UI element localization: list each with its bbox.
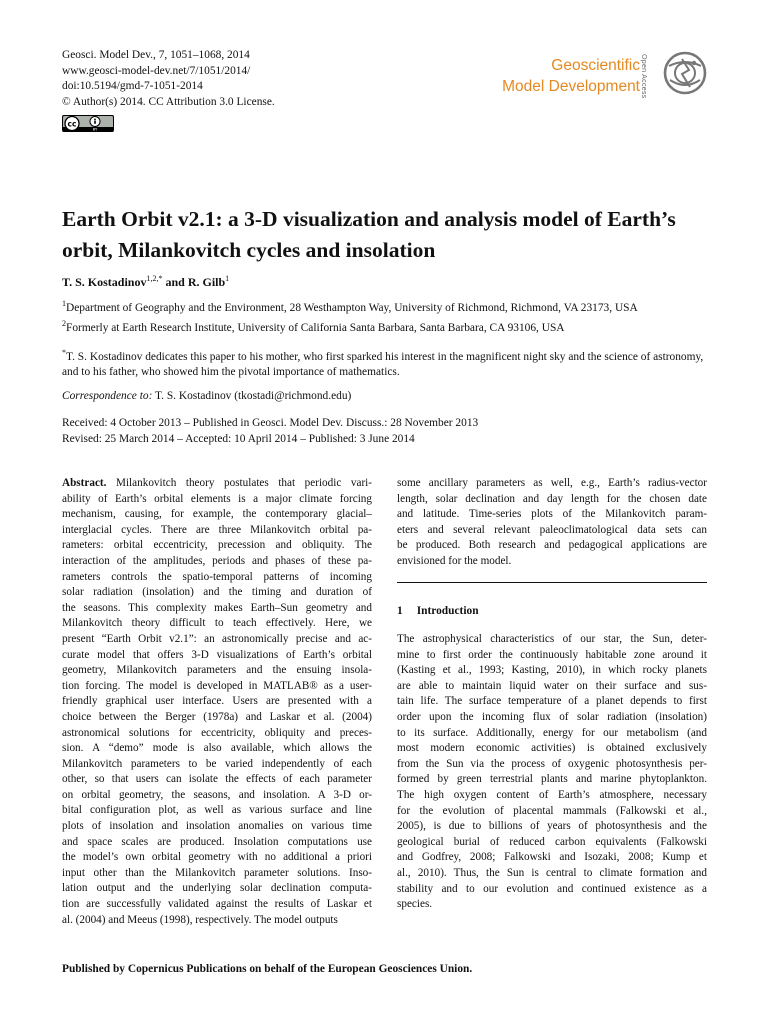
text-line: geological burial of reduced carbon equivalents (Falkowski: [397, 835, 707, 848]
text-line: lation output and the underlying solar declination computa-: [62, 882, 372, 895]
text-line: Milankovitch theory difficult to teach effectively. Here, we: [62, 617, 372, 630]
text-line: The astrophysical characteristics of our star, the Sun, deter-: [397, 633, 707, 645]
text-line: tion are successfully validated against the results of Laskar et: [62, 898, 372, 911]
text-line: the model’s own orbital geometry with no additional a priori: [62, 851, 372, 864]
text-line: 2005), is due to billions of years of photosynthesis and the: [397, 820, 707, 833]
correspondence-label: Correspondence to:: [62, 390, 153, 402]
abstract-first-line: Milankovitch theory postulates that periodic vari-: [106, 477, 372, 489]
license: © Author(s) 2014. CC Attribution 3.0 License.: [62, 95, 275, 108]
section-divider: [397, 582, 707, 583]
text-line: Milankovitch parameters to be varied independently of each: [62, 757, 372, 770]
affiliation-1-text: Department of Geography and the Environment, 28 Westhampton Way, University of Richmond, Richmond, VA 23173, USA: [66, 301, 638, 314]
text-line: geometry, Milankovitch parameters and the ensuing insola-: [62, 664, 372, 677]
text-line: formed by green terrestrial plants and marine phytoplankton.: [397, 773, 707, 786]
text-line: the seasons. This complexity makes Earth–Sun geometry and: [62, 601, 372, 614]
open-access-label: Open Access: [640, 54, 647, 99]
text-line: input other than the Milankovitch parameter solutions. Inso-: [62, 866, 372, 879]
text-line: on orbital geometry, the seasons, and insolation. A 3-D or-: [62, 788, 372, 801]
text-line: to its surface. Additionally, energy for our metabolism (and: [397, 726, 707, 739]
text-line: tain life. The surface temperature of a planet depends to first: [397, 695, 707, 708]
text-line: mechanism, causing, for example, the contemporary glacial–: [62, 508, 372, 521]
affiliation-2-text: Formerly at Earth Research Institute, University of California Santa Barbara, Santa Barbara, CA 93106, USA: [66, 322, 565, 335]
dates-line-2: Revised: 25 March 2014 – Accepted: 10 April 2014 – Published: 3 June 2014: [62, 432, 415, 445]
text-line: interglacial cycles. There are three Milankovitch orbital pa-: [62, 523, 372, 536]
text-line: tion forcing. The model is developed in MATLAB® as a user-: [62, 679, 372, 692]
text-line: choice between the Berger (1978a) and Laskar et al. (2004): [62, 710, 372, 723]
text-line: [62, 476, 372, 492]
text-line: present “Earth Orbit v2.1”: an astronomically precise and ac-: [62, 632, 372, 645]
text-line: rameters: orbital eccentricity, precession and obliquity. The: [62, 539, 372, 552]
text-line: (Kasting et al., 1993; Kasting, 2010), in which rocky planets: [397, 664, 707, 677]
text-line: order upon the incoming flux of solar radiation (insolation): [397, 710, 707, 723]
affiliation-1-mark: 1: [62, 299, 66, 308]
dates-line-1: Received: 4 October 2013 – Published in Geosci. Model Dev. Discuss.: 28 November 2013: [62, 417, 479, 429]
paper-title: [62, 204, 722, 266]
author-2: and R. Gilb: [162, 275, 226, 289]
text-line: are able to maintain liquid water on their surface and sus-: [397, 679, 707, 692]
text-line: envisioned for the model.: [397, 554, 512, 567]
doi[interactable]: doi:10.5194/gmd-7-1051-2014: [62, 80, 203, 93]
text-line: al. (2004) and Meeus (1998), respectively. The model outputs: [62, 913, 338, 926]
text-line: astronomical solutions for eccentricity, obliquity and preces-: [62, 726, 372, 739]
abstract-label: Abstract.: [62, 477, 107, 489]
text-line: eters and several relevant paleoclimatological data sets can: [397, 523, 707, 536]
text-line: ability of Earth’s orbital elements is a major climate forcing: [62, 492, 372, 505]
text-line: from the Sun via the process of oxygenic photosynthesis per-: [397, 757, 707, 770]
text-line: for the evolution of placental mammals (Falkowski et al.,: [397, 804, 707, 817]
text-line: be produced. Both research and pedagogical applications are: [397, 539, 707, 552]
correspondence-contact[interactable]: T. S. Kostadinov (tkostadi@richmond.edu): [152, 390, 352, 402]
dedication-note: [62, 345, 712, 381]
journal-name-line1: Geoscientific: [551, 57, 640, 74]
title-line2: orbit, Milankovitch cycles and insolation: [62, 238, 436, 262]
affiliation-2-mark: 2: [62, 319, 66, 329]
title-line1: Earth Orbit v2.1: a 3-D visualization and analysis model of Earth’s: [62, 207, 676, 231]
cc-badge-right: BY: [92, 126, 98, 132]
text-line: other, so that users can isolate the effects of each parameter: [62, 773, 372, 786]
text-line: plots of insolation and insolation anomalies on various time: [62, 820, 372, 833]
cc-by-license-icon[interactable]: [62, 115, 114, 132]
text-line: interaction of the amplitudes, periods and phases of these pa-: [62, 554, 372, 567]
cc-badge-left: cc: [67, 119, 77, 129]
section-number: 1: [397, 605, 403, 617]
text-line: some ancillary parameters as well, e.g., Earth’s radius-vector: [397, 477, 707, 489]
text-line: mine to first order the continuously habitable zone around it: [397, 648, 707, 661]
abstract-continued: [397, 476, 707, 570]
text-line: al., 2010). Thus, the Sun is central to climate formation and: [397, 866, 707, 879]
author-1-affiliation-marks: 1,2,*: [146, 274, 163, 283]
journal-name-line2: Model Development: [502, 78, 640, 95]
text-line: rameters controls the spatio-temporal patterns of incoming: [62, 570, 372, 583]
section-heading-introduction: [397, 605, 479, 617]
text-line: and Godfrey, 2008; Falkowski and Isozaki, 2008; Kump et: [397, 851, 707, 864]
affiliation-1: [62, 296, 722, 316]
dedication-text: T. S. Kostadinov dedicates this paper to his mother, who first sparked his interest in the magnificent night sky and the science of astronomy, and to his father, who showed him the pivotal importance of mathematics.: [62, 350, 704, 379]
authors: [62, 274, 229, 290]
text-line: most modern economic activities) is obtained exclusively: [397, 742, 707, 755]
text-line: and space scales are produced. Insolation computations use: [62, 835, 372, 848]
text-line: solar radiation (insolation) and the timing and duration of: [62, 586, 372, 599]
dedication-mark: *: [62, 348, 66, 357]
text-line: sion. A “demo” mode is also available, which allows the: [62, 742, 372, 755]
abstract: [62, 476, 372, 928]
citation: Geosci. Model Dev., 7, 1051–1068, 2014: [62, 49, 250, 61]
journal-name[interactable]: [468, 55, 640, 97]
journal-url[interactable]: www.geosci-model-dev.net/7/1051/2014/: [62, 64, 251, 77]
affiliation-2: [62, 316, 722, 336]
text-line: friendly graphical user interface. Users are presented with a: [62, 695, 372, 708]
text-line: and latitude. Time-series plots of the Milankovitch param-: [397, 508, 707, 521]
publisher-footer: Published by Copernicus Publications on behalf of the European Geosciences Union.: [62, 963, 473, 975]
text-line: species.: [397, 898, 433, 911]
author-1: T. S. Kostadinov: [62, 275, 147, 289]
text-line: The high oxygen content of Earth’s atmosphere, necessary: [397, 788, 707, 801]
publication-dates: [62, 416, 478, 447]
citation-block: [62, 48, 275, 110]
open-access-globe-icon: [662, 50, 708, 96]
correspondence: [62, 390, 351, 402]
text-line: length, solar declination and day length for the chosen date: [397, 492, 707, 505]
text-line: curate model that offers 3-D visualizations of Earth’s orbital: [62, 648, 372, 661]
author-2-affiliation-mark: 1: [225, 274, 230, 283]
section-title: Introduction: [416, 605, 479, 617]
text-line: stability and to our evolution and continued existence as a: [397, 882, 707, 895]
introduction-body: [397, 632, 707, 913]
text-line: bital configuration plot, as well as various surface and line: [62, 804, 372, 817]
affiliations: [62, 296, 722, 337]
